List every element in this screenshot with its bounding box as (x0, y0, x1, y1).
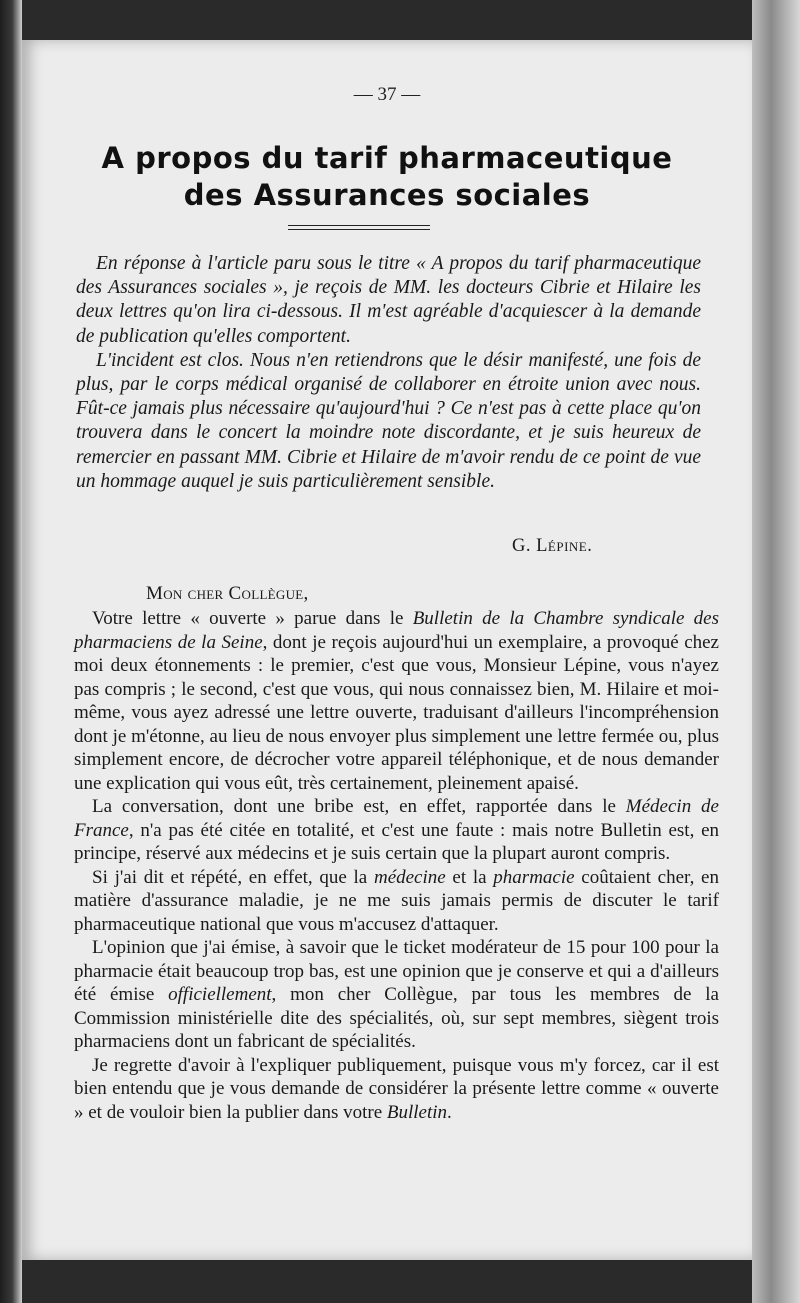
letter-paragraph: La conversation, dont une bribe est, en effet, rapportée dans le Médecin de France, n'a pas été citée en totalité, et c'est une faute : mais notre Bulletin est, en principe, réservé aux médecins et je suis certain que la plupart auront compris. (74, 796, 719, 864)
letter-paragraph: Je regrette d'avoir à l'expliquer publiquement, puisque vous m'y forcez, car il est bien entendu que je vous demande de considérer la présente lettre comme « ouverte » et de vouloir bien la publier dans votre Bulletin. (74, 1054, 719, 1123)
letter-paragraph: Votre lettre « ouverte » parue dans le Bulletin de la Chambre syndicale des pharmaciens de la Seine, dont je reçois aujourd'hui un exemplaire, a provoqué chez moi deux étonnements : le premier, c'est que vous, Monsieur Lépine, vous n'ayez pas compris ; le second, c'est que vous, qui nous connaissez bien, M. Hilaire et moi-même, vous ayez adressé une lettre ouverte, traduisant d'ailleurs l'incompréhension dont je m'étonne, au lieu de nous envoyer plus simplement une lettre fermée ou, plus simplement encore, de décrocher votre appareil téléphonique, et de nous demander une explication qui vous eût, très certainement, pleinement apaisé. (74, 608, 720, 794)
intro-paragraph: L'incident est clos. Nous n'en retiendrons que le désir manifesté, une fois de plus, par le corps médical organisé de collaborer en étroite union avec nous. Fût-ce jamais plus nécessaire qu'aujourd'hui ? Ce n'est pas à cette place qu'on trouvera dans le concert la moindre note discordante, et je suis heureux de remercier en passant MM. Cibrie et Hilaire de m'avoir rendu de ce point de vue un hommage auquel je suis particulièrement sensible. (76, 349, 701, 492)
title-divider (288, 225, 430, 230)
letter-body (74, 607, 719, 1124)
editor-introduction (76, 252, 701, 494)
editor-signature: G. Lépine. (512, 536, 593, 556)
article-title-line-1: A propos du tarif pharmaceutique (101, 141, 673, 175)
letter-salutation: Mon cher Collègue, (146, 583, 309, 604)
intro-paragraph: En réponse à l'article paru sous le titre « A propos du tarif pharmaceutique des Assurances sociales », je reçois de MM. les docteurs Cibrie et Hilaire les deux lettres qu'on lira ci-dessous. Il m'est agréable d'acquiescer à la demande de publication qu'elles comportent. (76, 253, 701, 347)
page-number: — 37 — (353, 84, 421, 105)
letter-paragraph: L'opinion que j'ai émise, à savoir que le ticket modérateur de 15 pour 100 pour la pharmacie était beaucoup trop bas, est une opinion que je conserve et qui a d'ailleurs été émise officiellement, mon cher Collègue, par tous les membres de la Commission ministérielle dite des spécialités, où, sur sept membres, siègent trois pharmaciens dont un fabricant de spécialités. (74, 937, 719, 1052)
document-page (22, 40, 752, 1260)
letter-paragraph: Si j'ai dit et répété, en effet, que la médecine et la pharmacie coûtaient cher, en matière d'assurance maladie, je ne me suis jamais permis de discuter le tarif pharmaceutique national que vous m'accusez d'attaquer. (74, 866, 719, 935)
book-spine-shadow (0, 0, 22, 1303)
page-edge (752, 0, 800, 1303)
article-title (22, 140, 752, 214)
article-title-line-2: des Assurances sociales (183, 178, 591, 212)
